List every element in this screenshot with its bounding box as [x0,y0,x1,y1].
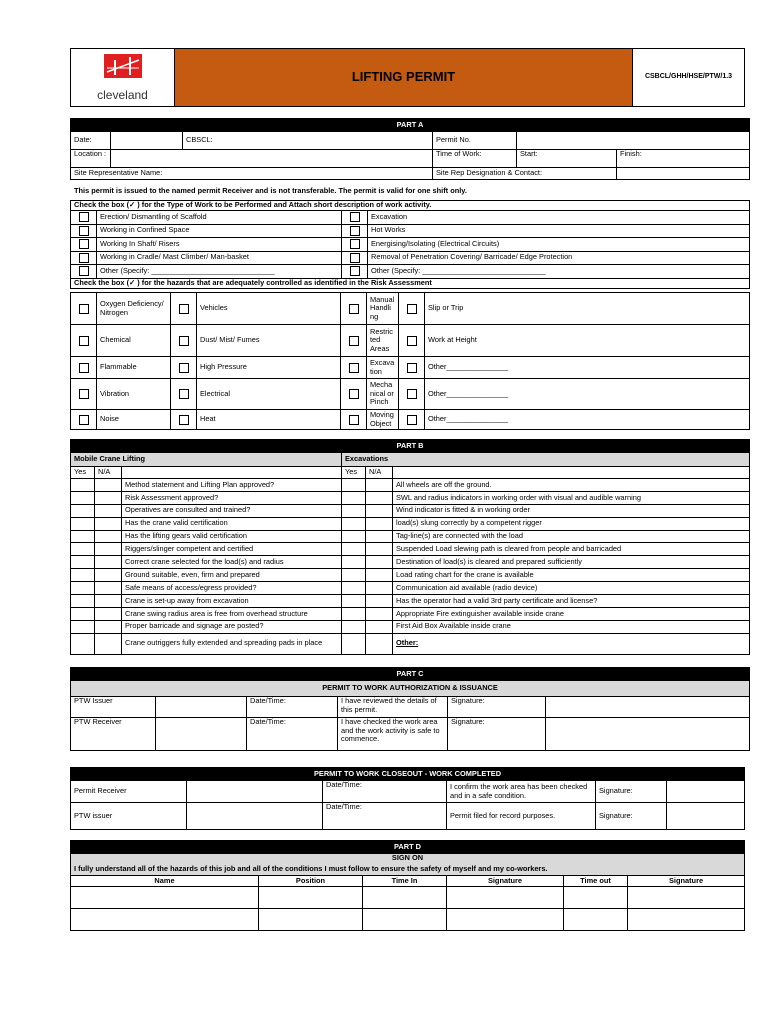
hazard-checkbox[interactable] [79,389,89,399]
na-check-field[interactable] [95,530,122,543]
crane-checklist-item: Crane outriggers fully extended and spreading pads in place [122,633,342,654]
sign-on-title: SIGN ON [71,854,745,864]
na-check-field[interactable] [95,504,122,517]
work-type-checkbox[interactable] [350,253,360,263]
yes-check-field[interactable] [71,504,95,517]
na-check-field[interactable] [366,543,393,556]
na-check-field[interactable] [366,479,393,492]
hazard-checkbox-cell [341,357,367,379]
hazard-checkbox-cell [71,379,97,410]
hazard-checkbox[interactable] [407,336,417,346]
yes-check-field[interactable] [342,543,366,556]
time-in-field[interactable] [363,909,447,931]
na-check-field[interactable] [366,504,393,517]
checklist-row [71,633,750,654]
work-type-label: Energising/Isolating (Electrical Circuits) [368,238,750,252]
crane-checklist-item: Proper barricade and signage are posted? [122,620,342,633]
hazard-checkbox[interactable] [349,336,359,346]
na-check-field[interactable] [95,491,122,504]
location-label: Location : [71,150,111,168]
hazard-checkbox[interactable] [349,389,359,399]
na-header: N/A [95,467,122,479]
yes-check-field[interactable] [342,582,366,595]
work-type-checkbox[interactable] [350,212,360,222]
hazard-checkbox[interactable] [179,336,189,346]
work-type-label: Working In Shaft/ Risers [97,238,342,252]
hazard-checkbox-cell [71,293,97,325]
part-b-table [70,439,750,655]
yes-header: Yes [342,467,366,479]
work-type-label: Working in Cradle/ Mast Climber/ Man-basket [97,251,342,265]
hazard-checkbox[interactable] [407,304,417,314]
receiver-statement: I have checked the work area and the work activity is safe to commence. [338,718,448,751]
work-type-checkbox[interactable] [350,226,360,236]
crane-checklist-item: Crane swing radius area is free from overhead structure [122,607,342,620]
closeout-receiver-statement: I confirm the work area has been checked and in a safe condition. [447,781,596,803]
checklist-row [71,595,750,608]
logo-cell [71,49,175,107]
hazard-label: Vehicles [197,293,341,325]
yes-check-field[interactable] [342,530,366,543]
finish-time-field[interactable] [617,150,750,168]
hazard-checkbox[interactable] [179,415,189,425]
signature-out-field[interactable] [628,909,745,931]
checklist-row [71,517,750,530]
permit-no-field[interactable] [517,132,750,150]
work-type-checkbox[interactable] [350,239,360,249]
hazard-checkbox[interactable] [79,363,89,373]
part-c-subheading: PERMIT TO WORK AUTHORIZATION & ISSUANCE [71,681,750,697]
hazard-label: Oxygen Deficiency/ Nitrogen [97,293,171,325]
hazard-checkbox-cell [341,410,367,430]
na-check-field[interactable] [95,633,122,654]
header-table [70,48,745,107]
yes-check-field[interactable] [71,543,95,556]
closeout-table [70,767,745,830]
work-type-label: Other (Specify: ______________________________ [97,265,342,279]
work-type-checkbox[interactable] [350,266,360,276]
work-type-checkbox-cell [71,265,97,279]
date-field[interactable] [111,132,183,150]
time-of-work-label: Time of Work: [433,150,517,168]
hazard-checkbox-cell [171,379,197,410]
work-type-checkbox[interactable] [79,226,89,236]
work-type-checkbox-cell [71,251,97,265]
hazard-checkbox[interactable] [349,415,359,425]
na-check-field[interactable] [95,620,122,633]
part-a-details [70,118,750,180]
na-check-field[interactable] [366,569,393,582]
work-type-checkbox-cell [342,224,368,238]
yes-header: Yes [71,467,95,479]
hazard-label: Electrical [197,379,341,410]
ptw-receiver-name-field[interactable] [156,718,247,751]
column-signature-in: Signature [447,876,564,887]
column-time-in: Time In [363,876,447,887]
yes-check-field[interactable] [342,479,366,492]
hazard-table [70,292,750,430]
mobile-crane-title: Mobile Crane Lifting [71,453,342,467]
na-check-field[interactable] [95,595,122,608]
closeout-heading: PERMIT TO WORK CLOSEOUT - WORK COMPLETED [71,768,745,781]
location-field[interactable] [111,150,433,168]
hazard-label: Flammable [97,357,171,379]
hazard-label: Vibration [97,379,171,410]
na-check-field[interactable] [366,620,393,633]
excavation-checklist-item: Communication aid available (radio device) [393,582,750,595]
yes-check-field[interactable] [342,569,366,582]
cleveland-logo-icon [92,52,154,90]
hazard-label: Moving Object [367,410,399,430]
hazard-checkbox[interactable] [179,363,189,373]
position-field[interactable] [259,909,363,931]
closeout-issuer-label: PTW issuer [71,803,187,830]
part-b-heading: PART B [71,440,750,453]
yes-check-field[interactable] [71,607,95,620]
excavation-checklist-item: All wheels are off the ground. [393,479,750,492]
receiver-signature-label: Signature: [448,718,546,751]
na-check-field[interactable] [366,595,393,608]
checklist-row [71,582,750,595]
yes-check-field[interactable] [71,530,95,543]
checklist-row [71,479,750,492]
column-name: Name [71,876,259,887]
excavation-checklist-item: Load rating chart for the crane is available [393,569,750,582]
work-type-checkbox-cell [71,211,97,225]
yes-check-field[interactable] [71,595,95,608]
yes-check-field[interactable] [71,569,95,582]
hazard-checkbox-cell [341,325,367,357]
excavation-checklist-item: Tag-line(s) are connected with the load [393,530,750,543]
crane-checklist-item: Correct crane selected for the load(s) and radius [122,556,342,569]
time-out-field[interactable] [564,909,628,931]
time-out-field[interactable] [564,887,628,909]
work-type-label: Hot Works [368,224,750,238]
na-check-field[interactable] [95,607,122,620]
closeout-issuer-signature-label: Signature: [596,803,667,830]
site-rep-name-field[interactable] [71,168,433,180]
ptw-issuer-label: PTW Issuer [71,697,156,718]
document-code: CSBCL/GHH/HSE/PTW/1.3 [633,49,745,107]
yes-check-field[interactable] [342,504,366,517]
excavation-checklist-item: Suspended Load slewing path is cleared from people and barricaded [393,543,750,556]
hazard-instruction: Check the box (✓ ) for the hazards that are adequately controlled as identified in the Risk Assessment [71,278,750,288]
work-type-checkbox-cell [71,224,97,238]
position-field[interactable] [259,887,363,909]
yes-check-field[interactable] [342,517,366,530]
hazard-checkbox-cell [71,325,97,357]
issuer-signature-label: Signature: [448,697,546,718]
crane-checklist-item: Has the lifting gears valid certification [122,530,342,543]
yes-check-field[interactable] [342,491,366,504]
blank-header [122,467,342,479]
hazard-label: Dust/ Mist/ Fumes [197,325,341,357]
finish-label: Finish: [620,149,642,158]
signature-in-field[interactable] [447,909,564,931]
permit-no-label: Permit No. [433,132,517,150]
excavation-checklist-item: Appropriate Fire extinguisher available inside crane [393,607,750,620]
na-check-field[interactable] [95,569,122,582]
hazard-label: Noise [97,410,171,430]
hazard-label: Mechanical or Pinch [367,379,399,410]
receiver-datetime-field[interactable] [247,718,338,751]
sign-on-row [71,909,745,931]
hazard-checkbox-cell [71,410,97,430]
part-c-table [70,667,750,751]
date-label: Date: [71,132,111,150]
name-field[interactable] [71,887,259,909]
excavation-checklist-item: Destination of load(s) is cleared and prepared sufficiently [393,556,750,569]
hazard-label: Other_______________ [425,357,750,379]
work-type-checkbox-cell [342,238,368,252]
ptw-receiver-label: PTW Receiver [71,718,156,751]
page-title: LIFTING PERMIT [175,49,633,107]
na-check-field[interactable] [366,633,393,654]
closeout-issuer-signature-field[interactable] [667,803,745,830]
hazard-checkbox[interactable] [349,363,359,373]
hazard-checkbox[interactable] [407,389,417,399]
site-rep-designation-field[interactable] [617,168,750,180]
start-time-field[interactable] [517,150,617,168]
ptw-issuer-name-field[interactable] [156,697,247,718]
na-check-field[interactable] [95,556,122,569]
permit-notice: This permit is issued to the named permit Receiver and is not transferable. The permit is valid for one shift only. [74,186,467,195]
yes-check-field[interactable] [71,620,95,633]
excavation-checklist-item: Wind indicator is fitted & in working order [393,504,750,517]
na-header: N/A [366,467,393,479]
hazard-label: Work at Height [425,325,750,357]
closeout-issuer-statement: Permit filed for record purposes. [447,803,596,830]
yes-check-field[interactable] [342,595,366,608]
part-a-heading: PART A [71,119,750,132]
checklist-row [71,556,750,569]
work-type-table [70,200,750,289]
yes-check-field[interactable] [71,517,95,530]
issuer-statement: I have reviewed the details of this permit. [338,697,448,718]
hazard-checkbox-cell [399,325,425,357]
work-type-label: Erection/ Dismantling of Scaffold [97,211,342,225]
hazard-checkbox-cell [399,293,425,325]
crane-checklist-item: Has the crane valid certification [122,517,342,530]
na-check-field[interactable] [366,556,393,569]
hazard-checkbox-cell [399,410,425,430]
closeout-issuer-datetime-field[interactable] [323,803,447,830]
closeout-receiver-label: Permit Receiver [71,781,187,803]
checklist-row [71,607,750,620]
hazard-checkbox-cell [171,325,197,357]
site-rep-designation-label: Site Rep Designation & Contact: [433,168,617,180]
part-d-heading: PART D [71,841,745,854]
datetime-label: Date/Time: [326,802,362,811]
closeout-receiver-signature-field[interactable] [667,781,745,803]
work-type-checkbox[interactable] [79,266,89,276]
work-type-label: Working in Confined Space [97,224,342,238]
signature-out-field[interactable] [628,887,745,909]
hazard-checkbox-cell [399,357,425,379]
hazard-label: High Pressure [197,357,341,379]
na-check-field[interactable] [95,543,122,556]
closeout-receiver-signature-label: Signature: [596,781,667,803]
hazard-checkbox[interactable] [407,415,417,425]
excavation-checklist-item: Has the operator had a valid 3rd party certificate and license? [393,595,750,608]
checklist-row [71,620,750,633]
hazard-label: Excavation [367,357,399,379]
crane-checklist-item: Operatives are consulted and trained? [122,504,342,517]
yes-check-field[interactable] [342,607,366,620]
site-rep-label: Site Representative Name: [74,168,163,178]
na-check-field[interactable] [95,479,122,492]
work-type-instruction: Check the box (✓ ) for the Type of Work to be Performed and Attach short description of work activity. [71,201,750,211]
crane-checklist-item: Risk Assessment approved? [122,491,342,504]
yes-check-field[interactable] [71,556,95,569]
hazard-label: Other_______________ [425,410,750,430]
work-type-label: Removal of Penetration Covering/ Barricade/ Edge Protection [368,251,750,265]
closeout-receiver-name-field[interactable] [187,781,323,803]
na-check-field[interactable] [366,582,393,595]
work-type-checkbox[interactable] [79,239,89,249]
name-field[interactable] [71,909,259,931]
hazard-label: Heat [197,410,341,430]
crane-checklist-item: Riggers/slinger competent and certified [122,543,342,556]
csbcl-label: CBSCL: [183,132,433,150]
hazard-checkbox-cell [171,293,197,325]
hazard-label: Other_______________ [425,379,750,410]
yes-check-field[interactable] [342,633,366,654]
checklist-row [71,504,750,517]
yes-check-field[interactable] [71,582,95,595]
work-type-checkbox-cell [342,265,368,279]
hazard-checkbox[interactable] [407,363,417,373]
na-check-field[interactable] [95,582,122,595]
part-d-table [70,840,745,931]
excavation-checklist-item: Other: [393,633,750,654]
crane-checklist-item: Ground suitable, even, firm and prepared [122,569,342,582]
na-check-field[interactable] [366,607,393,620]
hazard-label: Slip or Trip [425,293,750,325]
excavation-checklist-item: load(s) slung correctly by a competent rigger [393,517,750,530]
yes-check-field[interactable] [342,556,366,569]
signature-in-field[interactable] [447,887,564,909]
checklist-row [71,569,750,582]
start-label: Start: [520,149,538,158]
column-signature-out: Signature [628,876,745,887]
na-check-field[interactable] [366,517,393,530]
column-position: Position [259,876,363,887]
datetime-label: Date/Time: [250,696,286,705]
hazard-checkbox-cell [341,379,367,410]
column-time-out: Time out [564,876,628,887]
sign-on-declaration: I fully understand all of the hazards of this job and all of the conditions I must follow to ensure the safety of myself and my co-workers. [71,864,745,876]
checklist-row [71,491,750,504]
crane-checklist-item: Crane is set-up away from excavation [122,595,342,608]
hazard-checkbox[interactable] [179,389,189,399]
receiver-signature-field[interactable] [546,718,750,751]
work-type-checkbox-cell [342,251,368,265]
hazard-checkbox[interactable] [79,336,89,346]
excavations-title: Excavations [342,453,750,467]
work-type-checkbox-cell [342,211,368,225]
crane-checklist-item: Method statement and Lifting Plan approved? [122,479,342,492]
issuer-datetime-field[interactable] [247,697,338,718]
closeout-receiver-datetime-field[interactable] [323,781,447,803]
na-check-field[interactable] [366,530,393,543]
hazard-checkbox[interactable] [79,304,89,314]
closeout-issuer-name-field[interactable] [187,803,323,830]
excavation-checklist-item: First Aid Box Available inside crane [393,620,750,633]
sign-on-row [71,887,745,909]
na-check-field[interactable] [95,517,122,530]
datetime-label: Date/Time: [326,780,362,789]
work-type-label: Other (Specify: ______________________________ [368,265,750,279]
crane-checklist-item: Safe means of access/egress provided? [122,582,342,595]
yes-check-field[interactable] [71,491,95,504]
hazard-label: Chemical [97,325,171,357]
work-type-label: Excavation [368,211,750,225]
hazard-checkbox-cell [341,293,367,325]
blank-header [393,467,750,479]
time-in-field[interactable] [363,887,447,909]
part-c-heading: PART C [71,668,750,681]
hazard-checkbox[interactable] [79,415,89,425]
hazard-checkbox-cell [171,410,197,430]
hazard-checkbox[interactable] [349,304,359,314]
hazard-label: Restricted Areas [367,325,399,357]
hazard-checkbox[interactable] [179,304,189,314]
yes-check-field[interactable] [342,620,366,633]
hazard-checkbox-cell [71,357,97,379]
hazard-label: Manual Handling [367,293,399,325]
issuer-signature-field[interactable] [546,697,750,718]
work-type-checkbox-cell [71,238,97,252]
na-check-field[interactable] [366,491,393,504]
datetime-label: Date/Time: [250,717,286,726]
yes-check-field[interactable] [71,633,95,654]
work-type-checkbox[interactable] [79,212,89,222]
logo-text: cleveland [97,87,148,102]
checklist-row [71,530,750,543]
yes-check-field[interactable] [71,479,95,492]
hazard-checkbox-cell [171,357,197,379]
work-type-checkbox[interactable] [79,253,89,263]
excavation-checklist-item: SWL and radius indicators in working order with visual and audible warning [393,491,750,504]
checklist-row [71,543,750,556]
hazard-checkbox-cell [399,379,425,410]
